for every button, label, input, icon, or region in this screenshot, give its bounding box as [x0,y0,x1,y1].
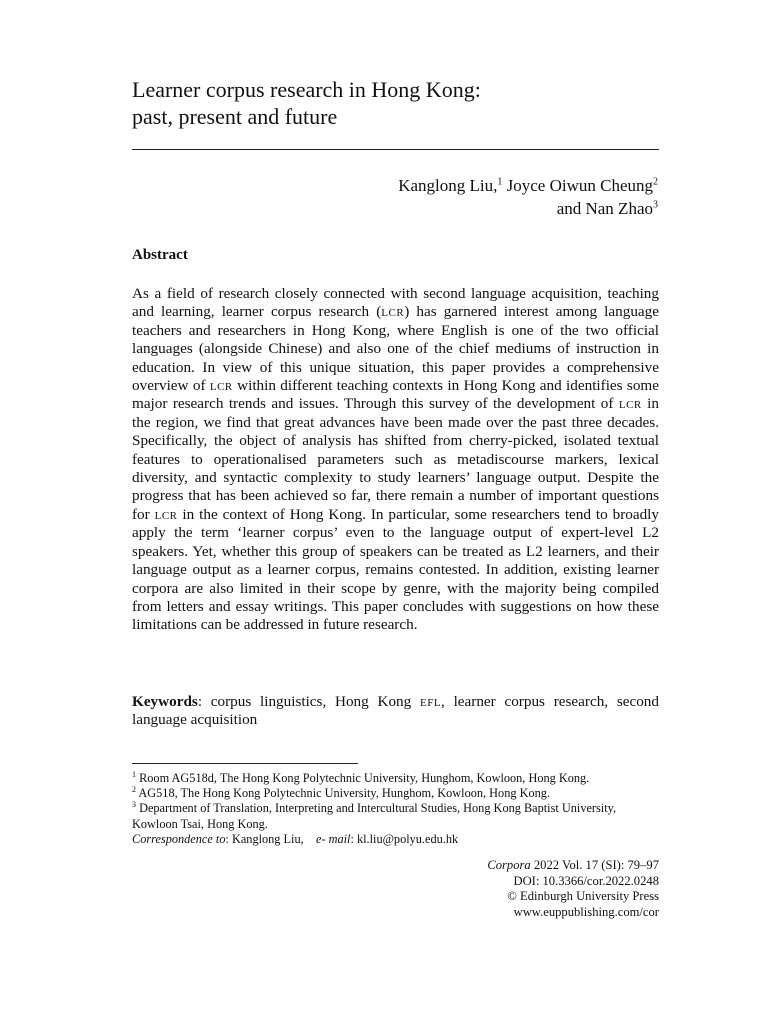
email-address: : kl.liu@polyu.edu.hk [350,831,459,846]
author-line-1 [178,174,658,197]
footnote-2-mark: 2 [132,785,136,795]
journal-url: www.euppublishing.com/cor [513,904,659,919]
title-line-1: Learner corpus research in Hong Kong: [132,77,481,102]
abstract-acronym: lcr [618,395,642,413]
keywords-text: corpus linguistics, Hong Kong [202,693,420,710]
journal-citation [339,858,659,874]
paper-title [132,76,672,130]
email-label: e- mail [315,831,351,846]
abstract-text: ) has garnered interest among language teachers and researchers in Hong Kong, where English is one of the two official languages (alongside Chinese) and also one of the chief mediums of instruction in education. In view of this unique situation, this paper provides a comprehensive overview of [132,303,659,395]
footnote-2-text: AG518, The Hong Kong Polytechnic University, Hunghom, Kowloon, Hong Kong. [136,786,550,801]
journal-copyright: © Edinburgh University Press [507,889,659,904]
author-line-2 [178,197,658,220]
keywords-colon: : [197,693,203,710]
footnotes [132,771,662,847]
author-1-affiliation-mark: 1 [497,176,503,188]
abstract-text: in the context of Hong Kong. In particular, some researchers tend to broadly apply the term ‘learner corpus’ even to the language output of expert-level L2 speakers. Yet, whether this group of speakers can be treated as L2 learners, and their language output as a learner corpus, remains contested. In addition, existing learner corpora are also limited in their scope by genre, with the majority being compiled from letters and essay writings. This paper concludes with suggestions on how these limitations can be addressed in future research. [132,505,659,634]
correspondence-line [132,832,662,847]
journal-doi: DOI: 10.3366/cor.2022.0248 [513,873,659,888]
abstract-acronym: lcr [154,505,178,523]
footnote-3-text: Department of Translation, Interpreting and Intercultural Studies, Hong Kong Baptist University, Kowloon Tsai, Hong Kong. [132,801,617,831]
abstract-text: within different teaching contexts in Hong Kong and identifies some major research trends and issues. Through this survey of the development of [132,377,659,413]
abstract-text: in the region, we find that great advances have been made over the past three decades. Specifically, the object of analysis has shifted from cherry-picked, isolated textual features to operationalised parameters such as metadiscourse markers, lexical diversity, and syntactic complexity to study learners’ language output. Despite the progress that has been achieved so far, there remain a number of important questions for [132,395,659,523]
title-line-2: past, present and future [132,104,338,129]
author-3-affiliation-mark: 3 [653,199,658,211]
keywords-label: Keywords [132,693,198,710]
journal-name: Corpora [487,858,531,872]
keywords [132,693,659,730]
author-connector: and [556,199,582,218]
footnote-3-mark: 3 [132,800,136,810]
abstract-body [132,285,659,635]
author-2-affiliation-mark: 2 [653,176,658,188]
keywords-text: , learner corpus research, second language acquisition [132,693,659,729]
author-list [178,174,658,220]
keywords-acronym: efl [419,693,442,710]
journal-info [339,858,659,920]
correspondence-label: Correspondence to [132,831,226,846]
title-divider [132,149,659,150]
footnote-1 [132,771,662,786]
footnote-1-text: Room AG518d, The Hong Kong Polytechnic University, Hunghom, Kowloon, Hong Kong. [136,771,590,785]
abstract-acronym: lcr [209,377,233,395]
author-3-name: Nan Zhao [585,199,653,218]
author-2-name: Joyce Oiwun Cheung [506,176,653,195]
footnote-1-mark: 1 [132,769,136,779]
footnote-3 [132,801,662,831]
author-1-name: Kanglong Liu, [398,176,498,195]
correspondence-name: : Kanglong Liu, [225,831,304,846]
abstract-acronym: lcr [381,303,405,321]
journal-details: 2022 Vol. 17 (SI): 79–97 [530,858,659,872]
footnote-divider [132,763,358,764]
footnote-2 [132,786,662,801]
abstract-heading: Abstract [132,247,188,263]
abstract-text: As a field of research closely connected with second language acquisition, teaching and learning, learner corpus research ( [132,285,659,321]
